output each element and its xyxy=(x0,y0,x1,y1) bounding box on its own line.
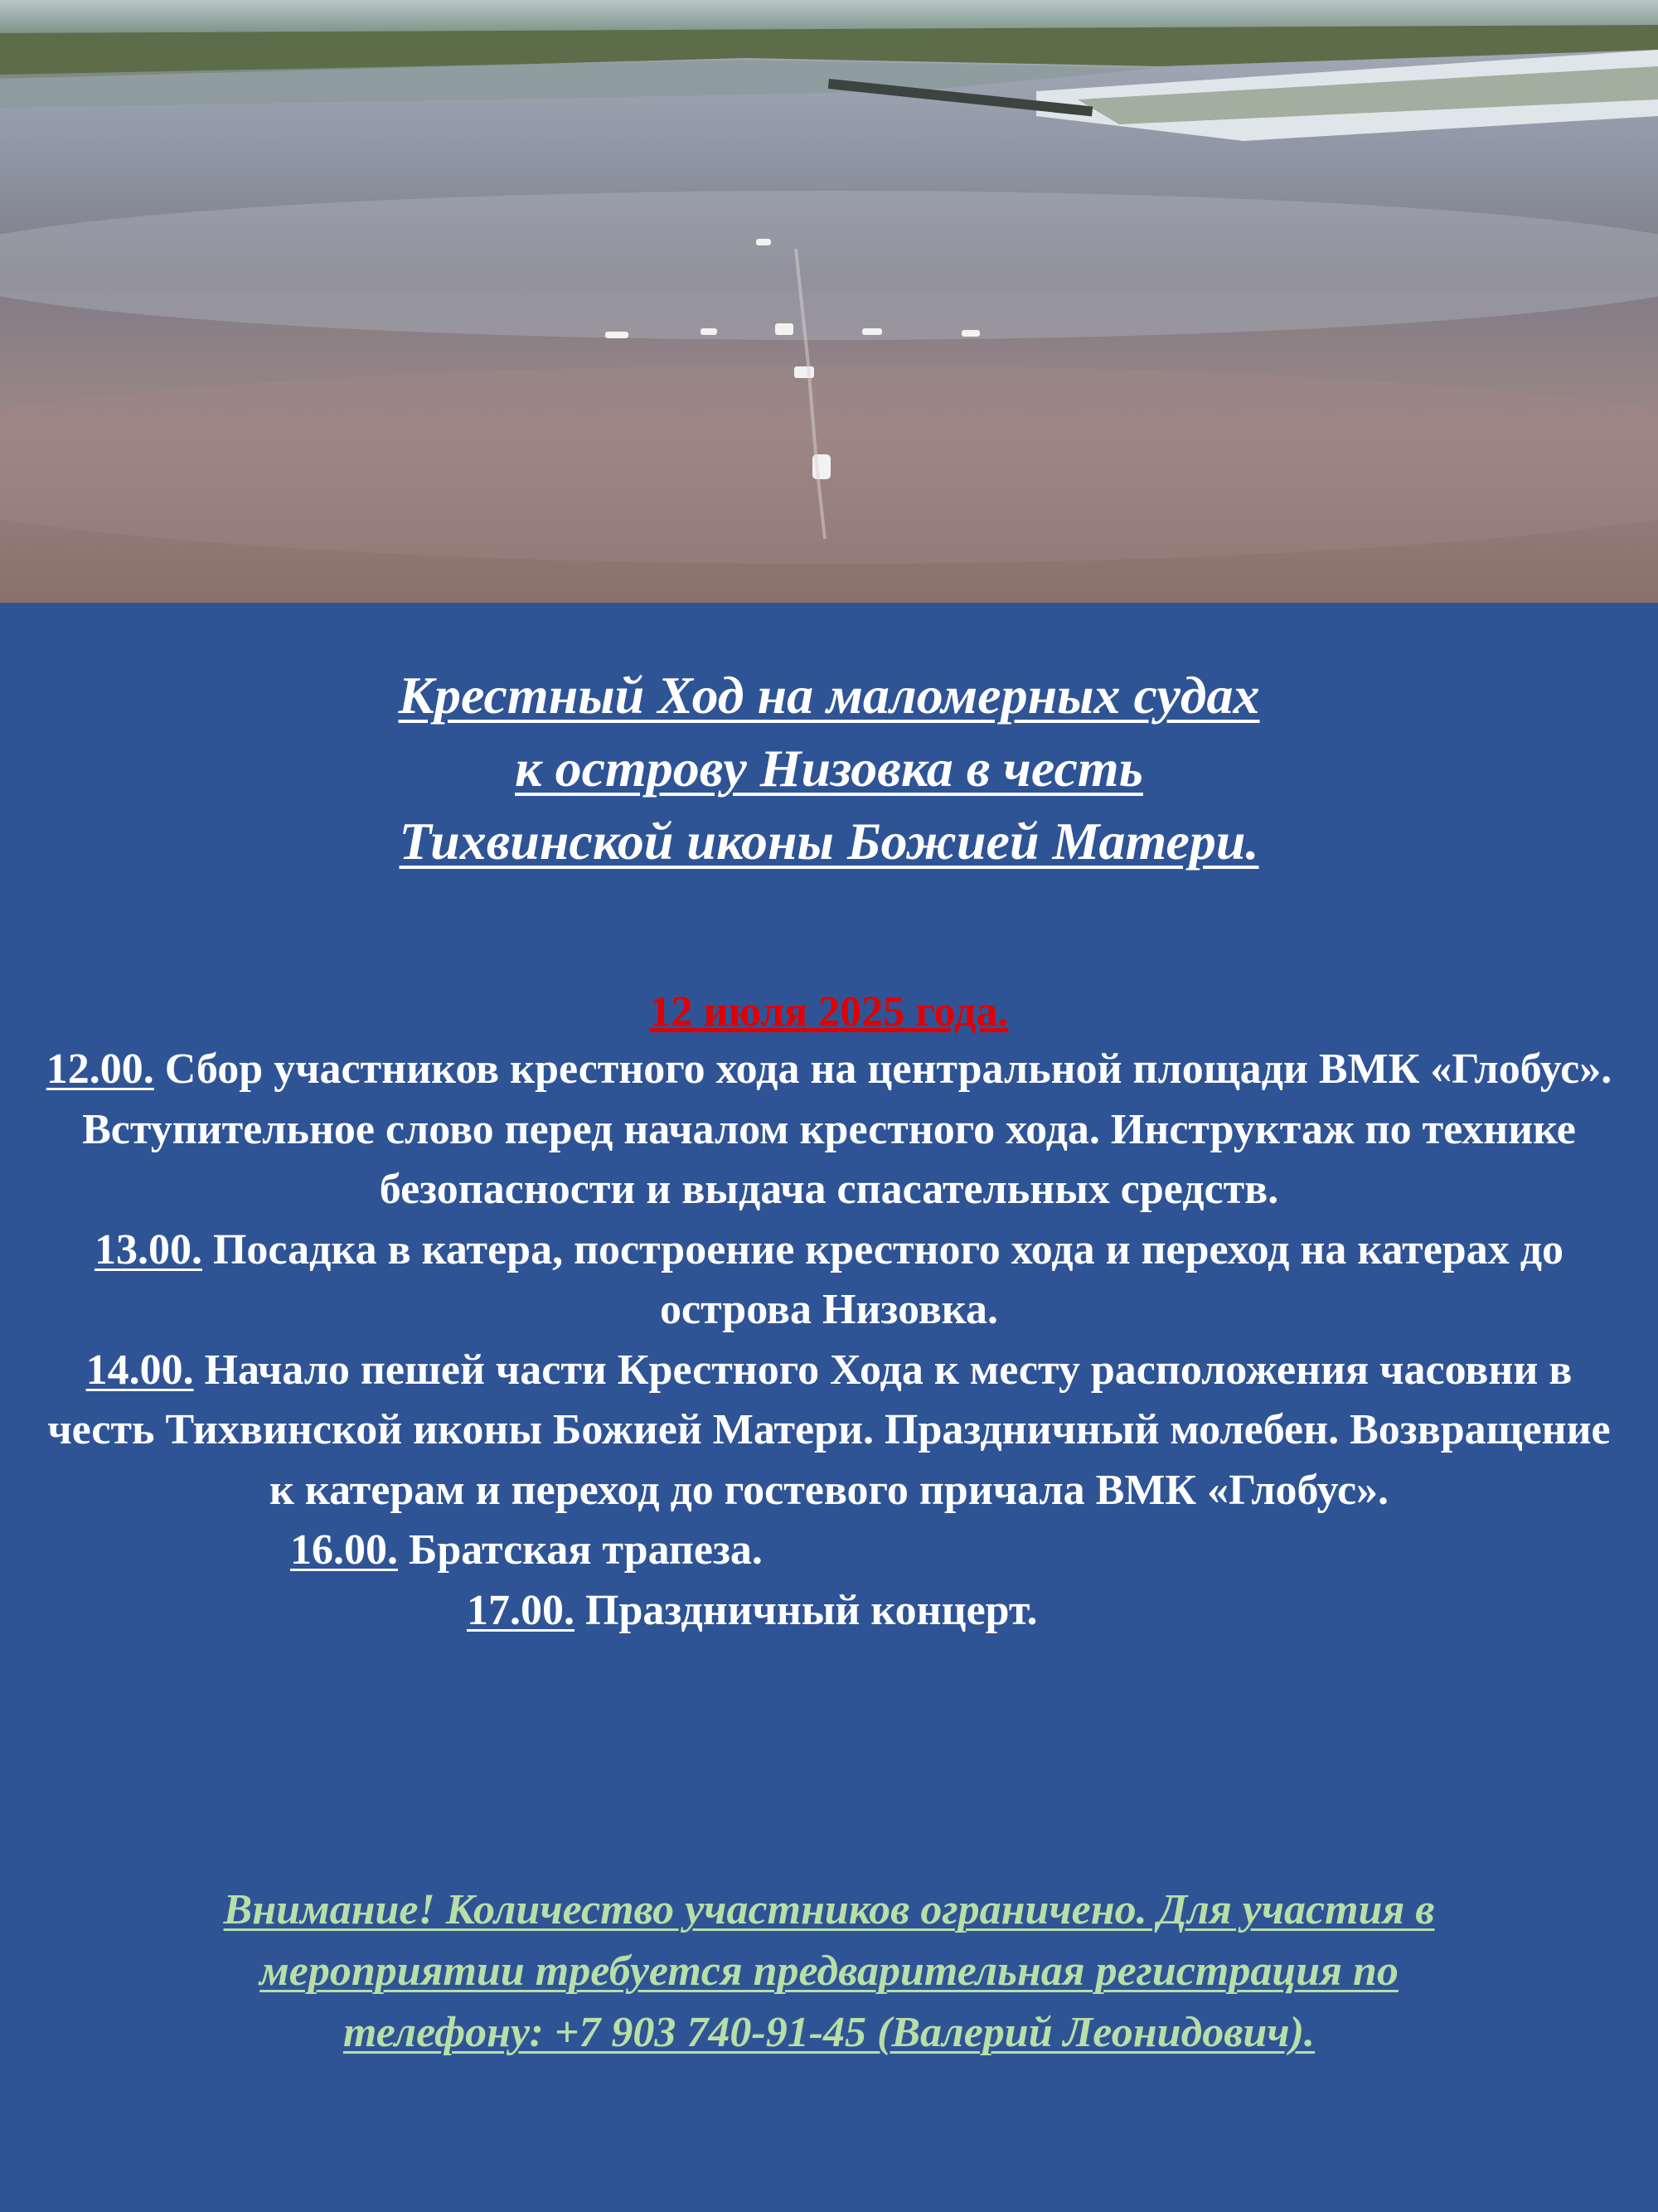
schedule-item xyxy=(41,1341,1617,1521)
schedule-text: Праздничный концерт. xyxy=(574,1586,1038,1634)
title-line: к острову Низовка в честь xyxy=(515,739,1143,798)
schedule-time: 16.00. xyxy=(290,1526,398,1574)
schedule-item xyxy=(41,1220,1617,1341)
schedule-time: 17.00. xyxy=(467,1586,574,1634)
registration-notice xyxy=(50,1880,1608,2064)
announcement xyxy=(0,603,1658,2212)
notice-line: Внимание! Количество участников ограничено. Для участия в xyxy=(223,1886,1435,1933)
schedule-text: Начало пешей части Крестного Хода к месту расположения часовни в честь Тихвинской иконы Божией Матери. Праздничный молебен. Возвращение к катерам и переход до гостевого причала ВМК «Глобус». xyxy=(47,1346,1611,1514)
schedule-text: Сбор участников крестного хода на центральной площади ВМК «Глобус». Вступительное слово перед началом крестного хода. Инструктаж по технике безопасности и выдача спасательных средств. xyxy=(82,1045,1612,1213)
schedule-text: Братская трапеза. xyxy=(398,1526,763,1574)
schedule xyxy=(41,1040,1617,1641)
event-date: 12 июля 2025 года. xyxy=(649,988,1009,1036)
notice-line: мероприятии требуется предварительная регистрация по xyxy=(259,1948,1399,1995)
schedule-item xyxy=(41,1040,1617,1220)
schedule-time: 13.00. xyxy=(94,1225,202,1273)
river-aerial-image xyxy=(0,0,1658,603)
schedule-item xyxy=(41,1521,1617,1581)
schedule-time: 12.00. xyxy=(46,1045,154,1093)
title-line: Крестный Ход на маломерных судах xyxy=(398,666,1260,725)
schedule-text: Посадка в катера, построение крестного хода и переход на катерах до острова Низовка. xyxy=(201,1225,1564,1333)
header-photo xyxy=(0,0,1658,603)
schedule-time: 14.00. xyxy=(85,1346,194,1394)
title-line: Тихвинской иконы Божией Матери. xyxy=(399,812,1259,871)
page-title xyxy=(50,659,1608,878)
notice-line: телефону: +7 903 740-91-45 (Валерий Леонидович). xyxy=(342,2009,1316,2056)
schedule-item xyxy=(41,1581,1617,1642)
